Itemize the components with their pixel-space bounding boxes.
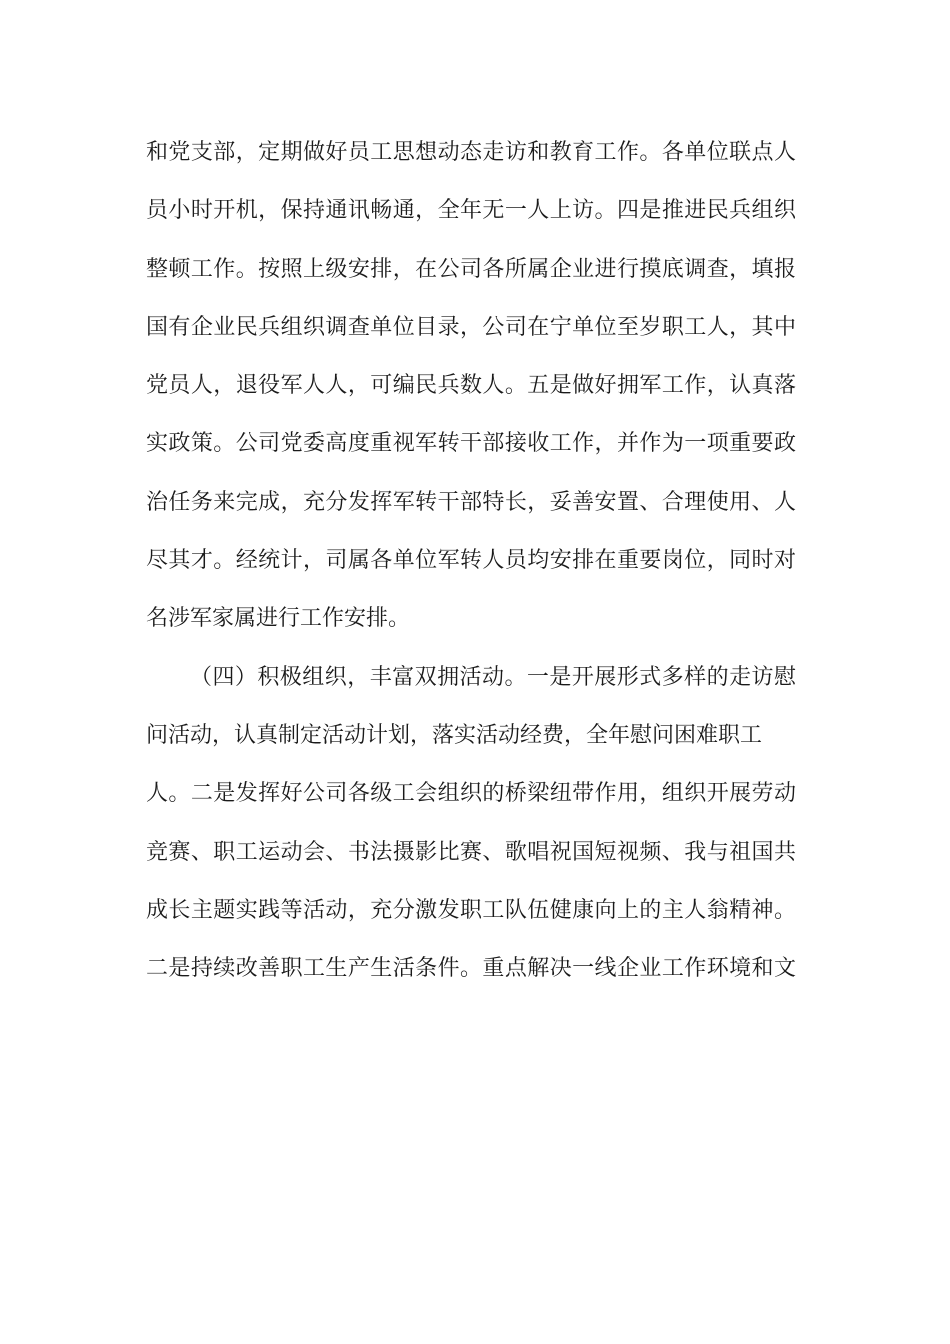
text-line: 整顿工作。按照上级安排，在公司各所属企业进行摸底调查，填报 — [146, 256, 796, 282]
body-text — [146, 124, 796, 998]
text-line: 竞赛、职工运动会、书法摄影比赛、歌唱祝国短视频、我与祖国共 — [146, 839, 796, 865]
text-line: 人。二是发挥好公司各级工会组织的桥梁纽带作用，组织开展劳动 — [146, 781, 796, 807]
text-line: 国有企业民兵组织调查单位目录，公司在宁单位至岁职工人，其中 — [146, 314, 796, 340]
text-line: 员小时开机，保持通讯畅通，全年无一人上访。四是推进民兵组织 — [146, 198, 796, 224]
text-line: 尽其才。经统计，司属各单位军转人员均安排在重要岗位，同时对 — [146, 548, 796, 574]
text-line: 成长主题实践等活动，充分激发职工队伍健康向上的主人翁精神。 — [146, 897, 796, 923]
text-line: 实政策。公司党委高度重视军转干部接收工作，并作为一项重要政 — [146, 431, 796, 457]
text-line: 党员人，退役军人人，可编民兵数人。五是做好拥军工作，认真落 — [146, 373, 796, 399]
section-heading-line: （四）积极组织，丰富双拥活动。一是开展形式多样的走访慰 — [190, 664, 796, 690]
paragraph-end-line: 名涉军家属进行工作安排。 — [146, 606, 411, 632]
text-line: 和党支部，定期做好员工思想动态走访和教育工作。各单位联点人 — [146, 140, 796, 165]
text-line: 问活动，认真制定活动计划，落实活动经费，全年慰问困难职工 — [146, 722, 763, 748]
text-line: 二是持续改善职工生产生活条件。重点解决一线企业工作环境和文 — [146, 956, 796, 982]
text-line: 治任务来完成，充分发挥军转干部特长，妥善安置、合理使用、人 — [146, 489, 796, 515]
